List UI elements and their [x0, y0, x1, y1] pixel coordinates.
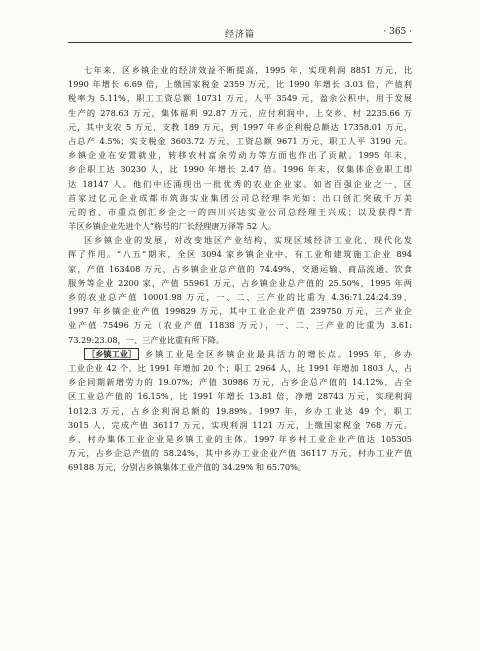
text-line: 乡镇企业在安置就业，转移农村富余劳动力等方面也作出了贡献。1995 年末，: [68, 150, 412, 161]
text-line: 1990 年增长 6.69 倍，上缴国家税金 2359 万元，比 1990 年增长 3.03 倍，产值利: [68, 79, 412, 90]
section-heading-tag: ［乡镇工业］: [84, 348, 139, 360]
text-line: 乡的农业总产值 10001.98 万元，一、二、三产业的比重为 4.36:71.24:24.39，: [68, 292, 412, 302]
text-line: 乡、村办集体工业企业是乡镇工业的主体。1997 年乡村工业企业产值达 105305: [68, 433, 412, 444]
text-line: 业产值 75496 万元（农业产值 11838 万元），一、二、三产业的比重为 3.61:: [68, 320, 412, 331]
text-line: 首家过亿元企业成都市筑海实业集团公司总经理李光如；出口创汇突破千万美: [68, 192, 412, 203]
text-line: 3015 人，完成产值 36117 万元，实现利润 1121 万元，上缴国家税金 768 万元。: [68, 419, 412, 430]
paragraph-industry-structure: [68, 233, 412, 347]
header-title: 经济篇: [224, 30, 255, 40]
section-first-line: [68, 347, 412, 361]
section-township-industry: [68, 347, 412, 475]
text-line: 生产的 278.63 万元，集体福利 92.87 万元，应付利润中，上交乡、村 2235.66 万: [68, 107, 412, 118]
text-line: 元的省、市重点创汇乡企之一的四川兴达实业公司总经理王兴成；以及获得“青: [68, 206, 412, 217]
paragraph-profits: [68, 63, 412, 233]
text-line: 羊区乡镇企业先进个人”称号的厂长经理唐万泽等 52 人。: [68, 221, 277, 232]
page-number: · 365 ·: [383, 27, 412, 37]
text-line: 工业企业 42 个，比 1991 年增加 20 个；职工 2964 人，比 1991 年增加 1803 人，占: [68, 362, 412, 373]
text-line: 挥了作用。“八五”期末，全区 3094 家乡镇企业中，有工业和建筑施工企业 894: [68, 249, 412, 260]
document-body: [68, 63, 412, 474]
text-line: 家，产值 163408 万元，占乡镇企业总产值的 74.49%，交通运输、商品流通、饮食: [68, 263, 412, 274]
text-line: 乡企同期新增劳力的 19.07%；产值 30986 万元，占乡企总产值的 14.12%，占全: [68, 377, 412, 388]
text-line: 万元，占乡企总产值的 58.24%，其中乡办工业企业产值 36117 万元，村办工业产值: [68, 448, 412, 459]
text-line: 元，其中支农 5 万元，支教 189 万元，到 1997 年乡企利税总额达 17358.01 万元，: [68, 121, 412, 132]
text-line: 73.29:23.08，一、三产业比重有所下降。: [68, 334, 225, 345]
text-line: 1997 年乡镇企业产值 199829 万元，其中工业企业产值 239750 万元，三产业企: [68, 306, 412, 317]
section-first-line-text: 乡镇工业是全区乡镇企业最具活力的增长点。1995 年，乡办: [143, 348, 412, 359]
text-line: 服务等企业 2200 家，产值 55961 万元，占乡镇企业总产值的 25.50%，1995 年两: [68, 277, 412, 288]
text-line: 1012.3 万元，占乡企利润总额的 19.89%。1997 年，乡办工业达 49 个，职工: [68, 405, 412, 416]
text-line: 乡企职工达 30230 人，比 1990 年增长 2.47 倍。1996 年末，仅集体企业职工即: [68, 164, 412, 175]
text-line: 区乡镇企业的发展，对改变地区产业结构，实现区域经济工业化、现代化发: [84, 235, 412, 246]
text-line: 69188 万元，分别占乡镇集体工业产值的 34.29% 和 65.70%。: [68, 462, 307, 473]
text-line: 达 18147 人。他们中还涌现出一批优秀的农业企业家。如省百强企业之一、区: [68, 178, 412, 189]
text-line: 税率为 5.11%，职工工资总额 10731 万元，人平 3549 元，盈余公积中，用于发展: [68, 93, 412, 104]
text-line: 七年来，区乡镇企业的经济效益不断提高，1995 年，实现利润 8851 万元，比: [84, 65, 412, 75]
running-header: [68, 24, 412, 43]
text-line: 区工业总产值的 16.15%，比 1991 年增长 13.81 倍，净增 28743 万元，实现利润: [68, 391, 412, 402]
text-line: 占总产 4.5%；实支税金 3603.72 万元，工资总额 9671 万元，职工人平 3190 元。: [68, 135, 412, 146]
